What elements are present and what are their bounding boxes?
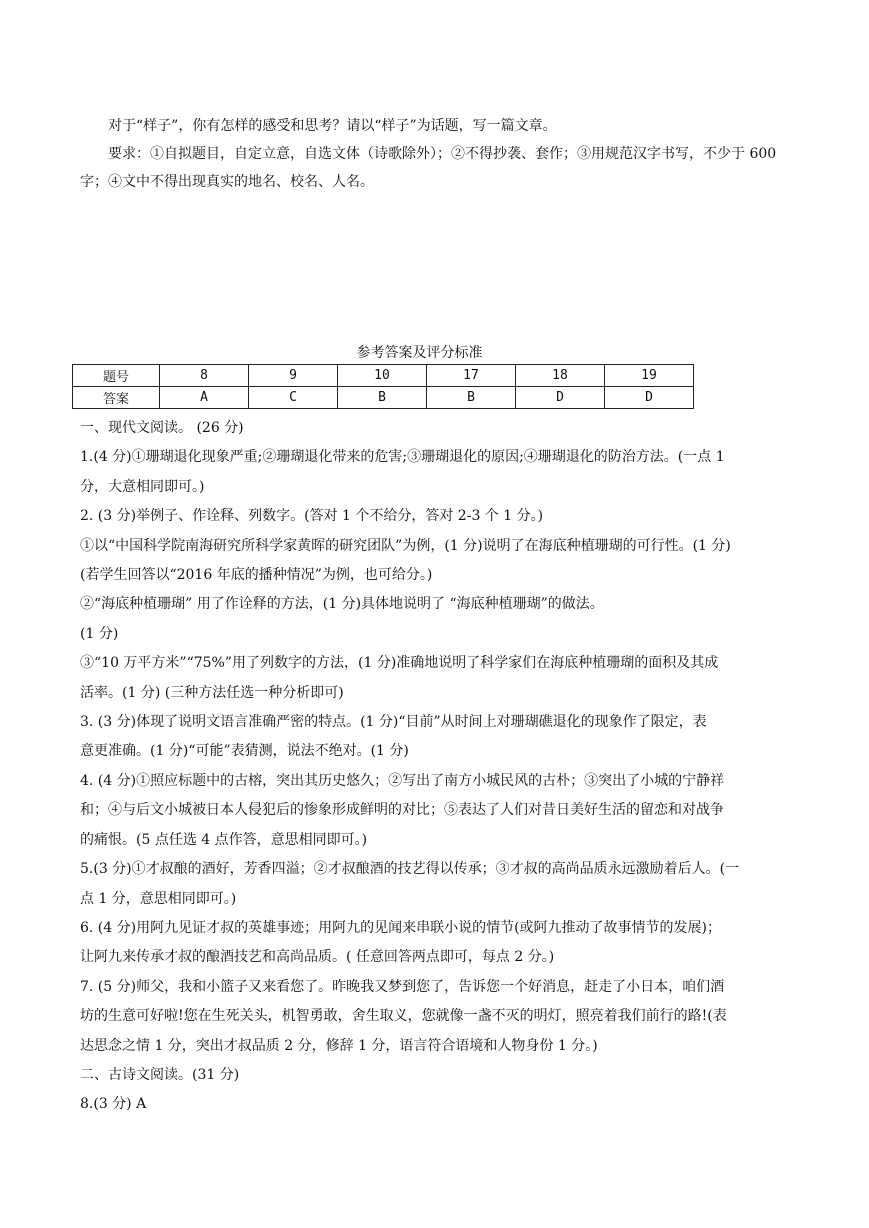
question-number-row [73,365,694,387]
section-heading: 二、古诗文阅读。(31 分) [80,1066,240,1083]
answer-line: ②“海底种植珊瑚” 用了作诠释的方法，(1 分)具体地说明了 “海底种植珊瑚”的做法。 [80,596,604,613]
answer-line: (若学生回答以“2016 年底的播种情况”为例，也可给分。) [80,567,433,584]
answer-cell: C [249,387,338,409]
answer-key-table [72,364,694,409]
answer-line: 6. (4 分)用阿九见证才叔的英雄事迹；用阿九的见闻来串联小说的情节(或阿九推动了故事情节的发展)； [80,919,722,936]
answer-line: 2. (3 分)举例子、作诠释、列数字。(答对 1 个不给分，答对 2-3 个 1 分。) [80,508,544,525]
answer-line: 4. (4 分)①照应标题中的古榕，突出其历史悠久；②写出了南方小城民风的古朴；③突出了小城的宁静祥 [80,772,725,789]
answer-line: 达思念之情 1 分，突出才叔品质 2 分，修辞 1 分，语言符合语境和人物身份 1 分。) [80,1037,598,1054]
answer-line: 让阿九来传承才叔的酿酒技艺和高尚品质。( 任意回答两点即可，每点 2 分。) [80,949,555,966]
question-number-cell: 19 [605,365,694,387]
answer-key-title-wrap [0,344,869,362]
answer-cell: A [160,387,249,409]
answer-cell: D [605,387,694,409]
answer-line: 1.(4 分)①珊瑚退化现象严重;②珊瑚退化带来的危害;③珊瑚退化的原因;④珊瑚退化的防治方法。(一点 1 [80,449,725,466]
answer-explanations [80,414,792,1120]
question-number-cell: 9 [249,365,338,387]
answer-header: 答案 [73,387,160,409]
answer-cell: D [516,387,605,409]
answer-line: 意更准确。(1 分)“可能”表猜测，说法不绝对。(1 分) [80,743,409,760]
answer-line: ①以“中国科学院南海研究所科学家黄晖的研究团队”为例，(1 分)说明了在海底种植珊瑚的可行性。(1 分) [80,537,731,554]
question-number-cell: 10 [338,365,427,387]
essay-prompt: 对于“样子”，你有怎样的感受和思考？请以“样子”为话题，写一篇文章。 [108,118,557,134]
answer-line: (1 分) [80,625,119,642]
answer-line: 的痛恨。(5 点任选 4 点作答，意思相同即可。) [80,831,368,848]
answer-line: 和；④与后文小城被日本人侵犯后的惨象形成鲜明的对比；⑤表达了人们对昔日美好生活的留恋和对战争 [80,802,724,819]
answer-line: 分，大意相同即可。) [80,478,205,495]
answer-cell: B [427,387,516,409]
answer-row [73,387,694,409]
essay-requirements: 要求：①自拟题目，自定立意，自选文体（诗歌除外）；②不得抄袭、套作；③用规范汉字书写，不少于 600 字；④文中不得出现真实的地名、校名、人名。 [80,146,777,190]
essay-prompt-section [80,112,800,196]
answer-cell: B [338,387,427,409]
question-number-header: 题号 [73,365,160,387]
question-number-cell: 8 [160,365,249,387]
answer-line: 坊的生意可好啦!您在生死关头，机智勇敢，舍生取义，您就像一盏不灭的明灯，照亮着我们前行的路!(表 [80,1008,727,1025]
answer-line: ③“10 万平方米”“75%”用了列数字的方法，(1 分)准确地说明了科学家们在海底种植珊瑚的面积及其成 [80,655,719,672]
answer-line: 5.(3 分)①才叔酿的酒好，芳香四溢；②才叔酿酒的技艺得以传承；③才叔的高尚品质永远激励着后人。(一 [80,861,740,878]
question-number-cell: 18 [516,365,605,387]
answer-line: 活率。(1 分) (三种方法任选一种分析即可) [80,684,344,701]
answer-line: 8.(3 分) A [80,1096,147,1113]
section-heading: 一、现代文阅读。 (26 分) [80,420,244,436]
answer-line: 点 1 分，意思相同即可。) [80,890,237,907]
answer-line: 3. (3 分)体现了说明文语言准确严密的特点。(1 分)“目前”从时间上对珊瑚礁退化的现象作了限定，表 [80,714,707,731]
question-number-cell: 17 [427,365,516,387]
answer-key-title: 参考答案及评分标准 [356,345,483,361]
answer-line: 7. (5 分)师父，我和小篮子又来看您了。昨晚我又梦到您了，告诉您一个好消息，赶走了小日本，咱们酒 [80,978,725,995]
